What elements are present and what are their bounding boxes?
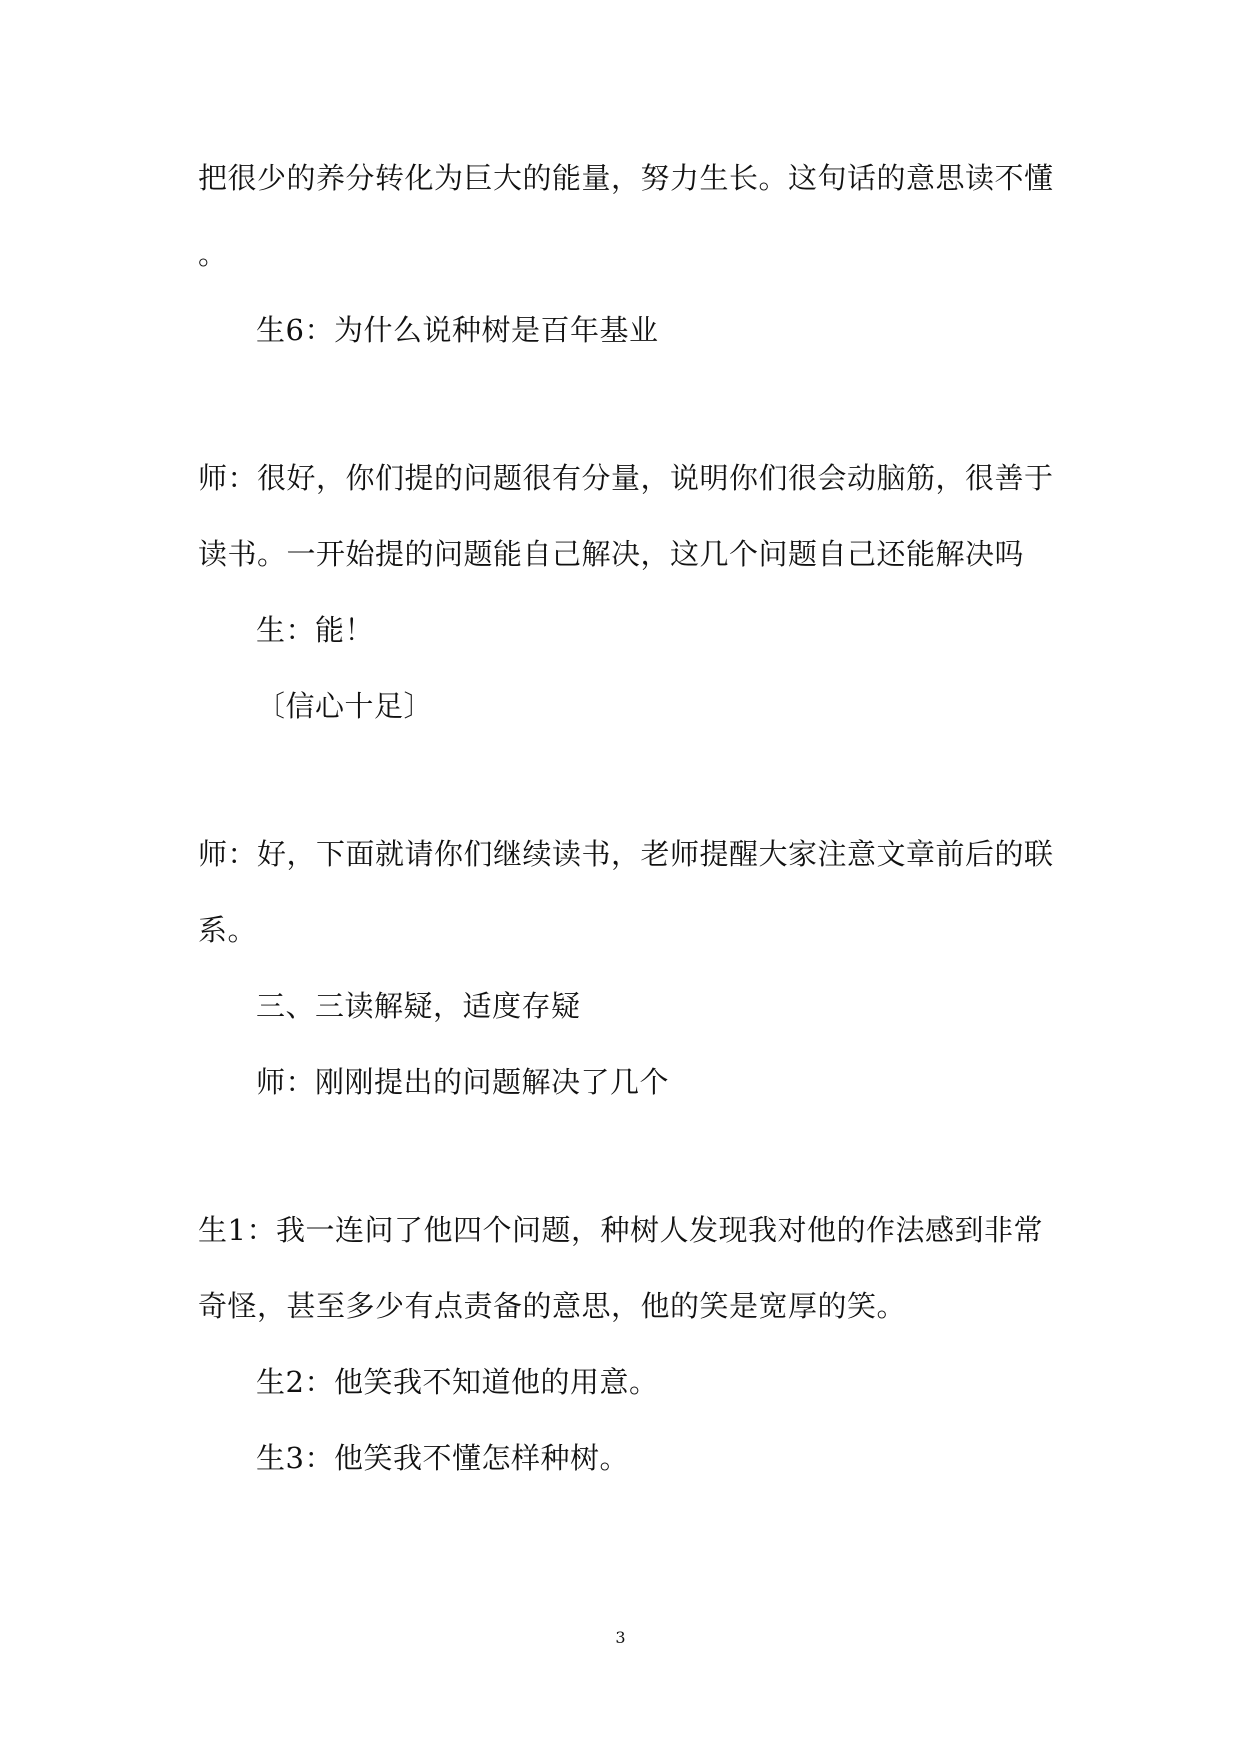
text-line-1: 把很少的养分转化为巨大的能量，努力生长。这句话的意思读不懂 bbox=[198, 161, 1054, 195]
text-line-12: 生1：我一连问了他四个问题，种树人发现我对他的作法感到非常 bbox=[198, 1213, 1043, 1247]
text-line-6: 生：能！ bbox=[256, 613, 375, 647]
text-line-11: 师：刚刚提出的问题解决了几个 bbox=[256, 1065, 670, 1099]
text-line-9: 系。 bbox=[198, 913, 258, 947]
text-line-7: 〔信心十足〕 bbox=[256, 689, 434, 723]
text-line-8: 师：好，下面就请你们继续读书，老师提醒大家注意文章前后的联 bbox=[198, 837, 1054, 871]
section-heading: 三、三读解疑，适度存疑 bbox=[256, 989, 581, 1023]
text-line-13: 奇怪，甚至多少有点责备的意思，他的笑是宽厚的笑。 bbox=[198, 1289, 907, 1323]
text-line-14: 生2：他笑我不知道他的用意。 bbox=[256, 1365, 659, 1399]
text-line-4: 师：很好，你们提的问题很有分量，说明你们很会动脑筋，很善于 bbox=[198, 461, 1054, 495]
text-line-5: 读书。一开始提的问题能自己解决，这几个问题自己还能解决吗 bbox=[198, 537, 1025, 571]
page-number: 3 bbox=[615, 1628, 626, 1647]
text-line-15: 生3：他笑我不懂怎样种树。 bbox=[256, 1441, 629, 1475]
text-line-2: 。 bbox=[198, 237, 228, 271]
text-line-3: 生6：为什么说种树是百年基业 bbox=[256, 313, 659, 347]
